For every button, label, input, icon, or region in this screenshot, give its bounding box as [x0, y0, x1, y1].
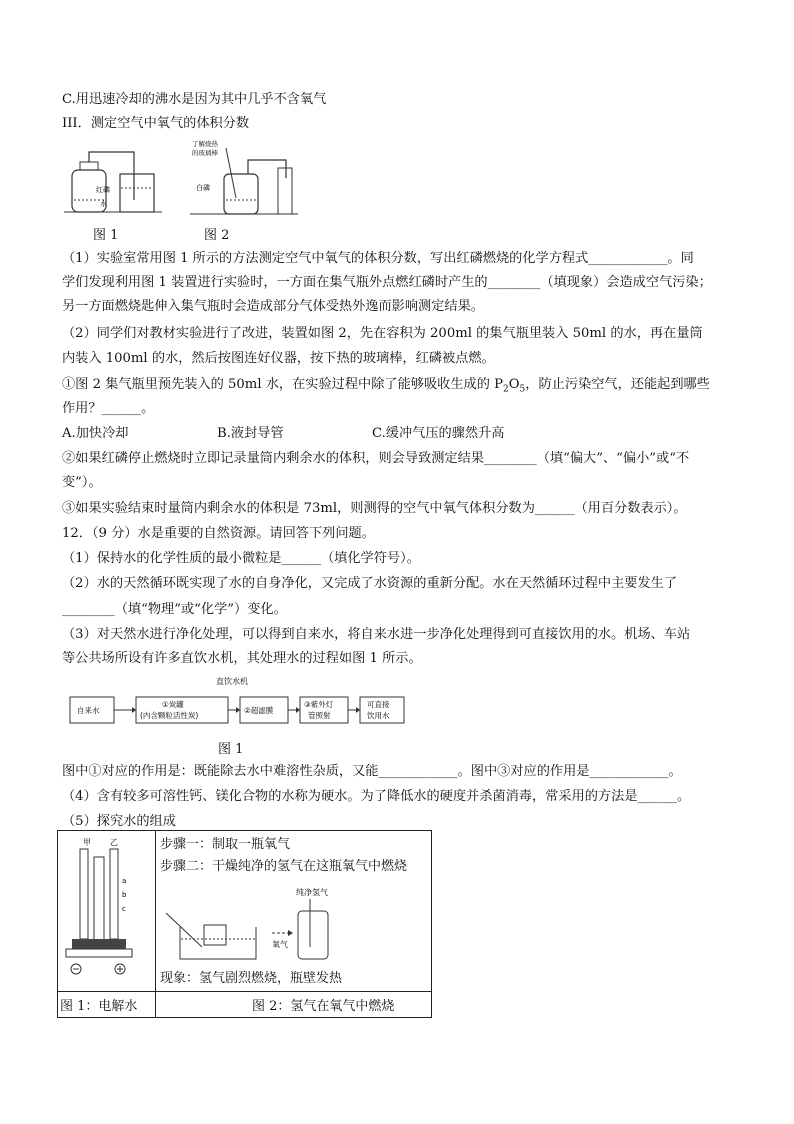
bottle-neck	[80, 162, 98, 170]
flow-box-uv-label-1: ③紫外灯	[304, 700, 334, 709]
beaker	[120, 174, 154, 212]
flow-arrowhead	[132, 707, 136, 713]
label-white-phosphorus: 白磷	[196, 184, 210, 192]
gas-bottle-2	[224, 174, 258, 214]
flow-box-carbon-label-2: (内含颗粒活性炭)	[140, 711, 199, 720]
w1-line: （1）保持水的化学性质的最小微粒是______（填化学符号）。	[62, 551, 420, 566]
w2-line-b: ________（填“物理”或“化学”）变化。	[62, 602, 287, 617]
flow-arrowhead	[296, 707, 300, 713]
water-composition-table	[57, 830, 432, 1018]
base	[72, 939, 126, 949]
flow-box-carbon-label-1: ①炭罐	[162, 700, 184, 709]
option-c: C.缓冲气压的骤然升高	[372, 426, 505, 441]
flow-box-tap-water-label: 自来水	[77, 706, 100, 715]
label-hot-rod-2: 的玻璃棒	[192, 149, 218, 157]
q2-sub1-line-b: 作用？______。	[62, 401, 155, 416]
w2-line-a: （2）水的天然循环既实现了水的自身净化，又完成了水资源的重新分配。水在天然循环过程中主要发生了	[62, 576, 678, 591]
label-oxygen: 氧气	[272, 940, 288, 949]
q2-sub3-line: ③如果实验结束时量筒内剩余水的体积是 73ml，则测得的空气中氧气体积分数为______（用百分数表示）。	[62, 501, 687, 516]
tube-jia	[80, 849, 88, 939]
label-b: b	[122, 891, 127, 899]
w3-line-b: 等公共场所设有许多直饮水机，其处理水的过程如图 1 所示。	[62, 651, 422, 666]
label-hot-rod-1: 了解烧热	[192, 140, 218, 148]
trough	[180, 927, 256, 959]
q2-sub2-line-a: ②如果红磷停止燃烧时立即记录量筒内剩余水的体积，则会导致测定结果________（填“偏大”、“偏小”或“不	[62, 451, 690, 466]
q2-sub1-line-a: ①图 2 集气瓶里预先装入的 50ml 水，在实验过程中除了能够吸收生成的 $P_2O_5$，防止污染空气，还能起到哪些	[62, 377, 710, 395]
option-a: A.加快冷却	[62, 426, 129, 441]
q1-line-a: （1）实验室常用图 1 所示的方法测定空气中氧气的体积分数，写出红磷燃烧的化学方程式____________。同	[62, 251, 694, 266]
label-red-phosphorus: 红磷	[96, 186, 110, 194]
inverted-bottle	[204, 925, 226, 945]
figure-2-apparatus	[190, 138, 300, 220]
label-yi: 乙	[110, 838, 118, 847]
label-pure-hydrogen: 纯净氢气	[296, 888, 328, 897]
flow-caption: 图 1	[218, 742, 244, 757]
figure-1-caption: 图 1	[93, 228, 119, 243]
flow-box-uv-label-2: 管照射	[308, 711, 331, 720]
figure-1-apparatus	[64, 140, 164, 218]
label-a: a	[122, 877, 127, 885]
w3-line-c: 图中①对应的作用是：既能除去水中难溶性杂质，又能____________。图中③对应的作用是____________。	[62, 764, 682, 779]
glass-rod	[226, 148, 236, 198]
q2-line-a: （2）同学们对教材实验进行了改进，装置如图 2，先在容积为 200ml 的集气瓶里装入 50ml 的水，再在量筒	[62, 326, 703, 341]
q1-line-b: 学们发现利用图 1 装置进行实验时，一方面在集气瓶外点燃红磷时产生的________（填现象）会造成空气污染；	[62, 275, 712, 290]
graduated-cylinder	[278, 168, 292, 214]
w4-line: （4）含有较多可溶性钙、镁化合物的水称为硬水。为了降低水的硬度并杀菌消毒，常采用的方法是______。	[62, 789, 691, 804]
hydrogen-combustion-apparatus	[160, 877, 430, 965]
flow-box-ultrafilter-label: ②超滤膜	[244, 706, 274, 715]
label-water: 水	[100, 200, 107, 208]
oxygen-bottle	[298, 911, 328, 959]
phenomenon: 现象：氢气剧烈燃烧，瓶壁发热	[160, 971, 343, 986]
question-12-title: 12．（9 分）水是重要的自然资源。请回答下列问题。	[62, 526, 375, 541]
flow-title: 直饮水机	[216, 677, 248, 686]
tube-yi	[110, 849, 118, 939]
q2-line-b: 内装入 100ml 的水，然后按图连好仪器，按下热的玻璃棒，红磷被点燃。	[62, 351, 495, 366]
procedure-cell	[156, 831, 432, 992]
electrolysis-apparatus	[58, 831, 154, 987]
tube-2	[248, 160, 286, 178]
delivery-tube	[166, 913, 202, 947]
caption-hydrogen-combustion: 图 2：氢气在氧气中燃烧	[156, 992, 432, 1018]
figure-2-caption: 图 2	[204, 228, 230, 243]
flow-box-drinkable-label-1: 可直接	[367, 700, 390, 709]
stand	[66, 949, 132, 957]
electrolysis-cell	[58, 831, 156, 992]
option-b: B.液封导管	[217, 426, 284, 441]
step-one: 步骤一：制取一瓶氧气	[160, 837, 291, 852]
w3-line-a: （3）对天然水进行净化处理，可以得到自来水，将自来水进一步净化处理得到可直接饮用的水。机场、车站	[62, 627, 691, 642]
middle-tube	[94, 857, 104, 943]
q2-sub2-line-b: 变”）。	[62, 475, 102, 490]
water-dispenser-flow-diagram	[66, 675, 416, 731]
section-iii-title: III．测定空气中氧气的体积分数	[62, 116, 250, 131]
option-c-line: C.用迅速冷却的沸水是因为其中几乎不含氧气	[62, 92, 327, 107]
flow-arrowhead	[236, 707, 240, 713]
caption-electrolysis: 图 1：电解水	[58, 992, 156, 1018]
flow-box-drinkable-label-2: 饮用水	[367, 711, 390, 720]
flow-arrowhead	[356, 707, 360, 713]
label-c: c	[122, 905, 126, 913]
label-jia: 甲	[83, 838, 91, 847]
q1-line-c: 另一方面燃烧匙伸入集气瓶时会造成部分气体受热外逸而影响测定结果。	[62, 299, 484, 314]
w5-line: （5）探究水的组成	[62, 814, 176, 829]
step-two: 步骤二：干燥纯净的氢气在这瓶氧气中燃烧	[160, 859, 408, 874]
